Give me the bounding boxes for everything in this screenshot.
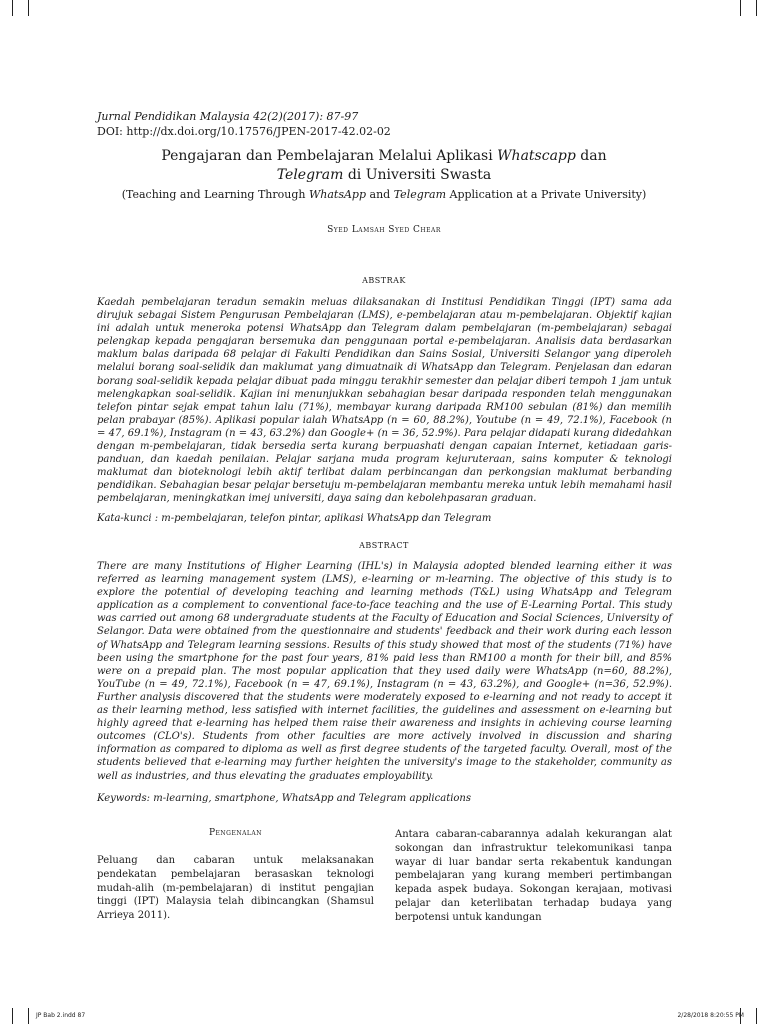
footer-file: JP Bab 2.indd 87 [36, 1012, 86, 1019]
footer-timestamp: 2/28/2018 8:20:55 PM [677, 1012, 744, 1019]
abstrak-keywords: Kata-kunci : m-pembelajaran, telefon pintar, aplikasi WhatsApp dan Telegram [97, 513, 492, 524]
author-name: Syed Lamsah Syed Chear [327, 225, 441, 235]
subtitle-italic: Telegram [393, 188, 447, 201]
pengenalan-right-column: Antara cabaran-cabarannya adalah kekurangan alat sokongan dan infrastruktur telekomunikasi tanpa wayar di luar bandar serta rekabentuk kandungan pembelajaran yang kurang memberi pertimbangan kepada aspek budaya. Sokongan kerajaan, motivasi pelajar dan keterlibatan terhadap budaya yang berpotensi untuk kandungan [395, 829, 672, 923]
pengenalan-heading: Pengenalan [208, 828, 262, 838]
journal-header [97, 109, 391, 139]
article-subtitle [90, 188, 678, 202]
doi-link[interactable]: DOI: http://dx.doi.org/10.17576/JPEN-2017-42.02-02 [97, 125, 391, 138]
subtitle-italic: WhatsApp [308, 188, 367, 201]
title-text: Pengajaran dan Pembelajaran Melalui Aplikasi [161, 148, 498, 164]
abstrak-body: Kaedah pembelajaran teradun semakin meluas dilaksanakan di Institusi Pendidikan Tinggi (IPT) sama ada dirujuk sebagai Sistem Pengurusan Pembelajaran (LMS), e-pembelajaran atau m-pembelajaran. Objektif kajian ini adalah untuk meneroka potensi WhatsApp dan Telegram dalam pembelajaran (m-pembelajaran) sebagai pelengkap kepada pengajaran bersemuka dan penggunaan portal e-pembelajaran. Analisis data berdasarkan maklum balas daripada 68 pelajar di Fakulti Pendidikan dan Sains Sosial, Universiti Selangor yang diperoleh melalui borang soal-selidik dan maklumat yang dimuatnaik di WhatsApp dan Telegram. Penjelasan dan edaran borang soal-selidik kepada pelajar dibuat pada minggu terakhir semester dan pelajar diberi tempoh 1 jam untuk melengkapkan soal-selidik. Kajian ini menunjukkan sebahagian besar daripada responden telah menggunakan telefon pintar sejak empat tahun lalu (71%), membayar kurang daripada RM100 sebulan (81%) dan memilih pelan prabayar (85%). Aplikasi popular ialah WhatsApp (n = 60, 88.2%), Youtube (n = 49, 72.1%), Facebook (n = 47, 69.1%), Instagram (n = 43, 63.2%) dan Google+ (n = 36, 52.9%). Para pelajar didapati kurang didedahkan dengan m-pembelajaran, tidak bersedia serta kurang berpuashati dengan capaian Internet, ketiadaan garis-panduan, dan kaedah penilaian. Pelajar sarjana muda program kejuruteraan, sains komputer & teknologi maklumat dan bioteknologi lebih aktif terlibat dalam perbincangan dan perkongsian maklumat berbanding pendidikan. Sebahagian besar pelajar bersetuju m-pembelajaran membantu mereka untuk lebih memahami hasil pembelajaran, meningkatkan imej universiti, daya saing dan kebolehpasaran graduan. [97, 297, 672, 505]
subtitle-text: Application at a Private University) [446, 188, 647, 201]
abstract-body: There are many Institutions of Higher Learning (IHL's) in Malaysia adopted blended learning either it was referred as learning management system (LMS), e-learning or m-learning. The objective of this study is to explore the potential of developing teaching and learning methods (T&L) using WhatsApp and Telegram application as a complement to conventional face-to-face teaching and the use of E-Learning Portal. This study was carried out among 68 undergraduate students at the Faculty of Education and Social Sciences, University of Selangor. Data were obtained from the questionnaire and students' feedback and their work during each lesson of WhatsApp and Telegram learning sessions. Results of this study showed that most of the students (71%) have been using the smartphone for the past four years, 81% paid less than RM100 a month for their bill, and 85% were on a prepaid plan. The most popular application that they used daily were WhatsApp (n=60, 88.2%), YouTube (n = 49, 72.1%), Facebook (n = 47, 69.1%), Instagram (n = 43, 63.2%), and Google+ (n=36, 52.9%). Further analysis discovered that the students were moderately exposed to e-learning and not ready to accept it as their learning method, less satisfied with internet facilities, the guidelines and assessment on e-learning but highly agreed that e-learning has helped them raise their awareness and insights in achieving course learning outcomes (CLO's). Students from other faculties are more actively involved in discussion and sharing information as compared to diploma as well as first degree students of the targeted faculty. Overall, most of the students believed that e-learning may further heighten the university's image to the stakeholder, community as well as industries, and thus elevating the graduates employability. [97, 561, 672, 782]
journal-citation: Jurnal Pendidikan Malaysia 42(2)(2017): 87-97 [97, 110, 359, 123]
subtitle-text: (Teaching and Learning Through [121, 188, 309, 201]
abstract-heading: ABSTRACT [359, 541, 409, 550]
title-text: dan [575, 148, 607, 164]
title-italic: Whatscapp [497, 148, 576, 164]
abstract-keywords: Keywords: m-learning, smartphone, WhatsApp and Telegram applications [97, 793, 472, 804]
article-title [100, 147, 668, 185]
title-italic: Telegram [276, 167, 344, 183]
title-text: di Universiti Swasta [343, 167, 492, 183]
abstrak-heading: ABSTRAK [362, 276, 406, 285]
pengenalan-left-column: Peluang dan cabaran untuk melaksanakan pendekatan pembelajaran berasaskan teknologi mudah-alih (m-pembelajaran) di institut pengajian tinggi (IPT) Malaysia telah dibincangkan (Shamsul Arrieya 2011). [97, 855, 374, 922]
subtitle-text: and [366, 188, 394, 201]
